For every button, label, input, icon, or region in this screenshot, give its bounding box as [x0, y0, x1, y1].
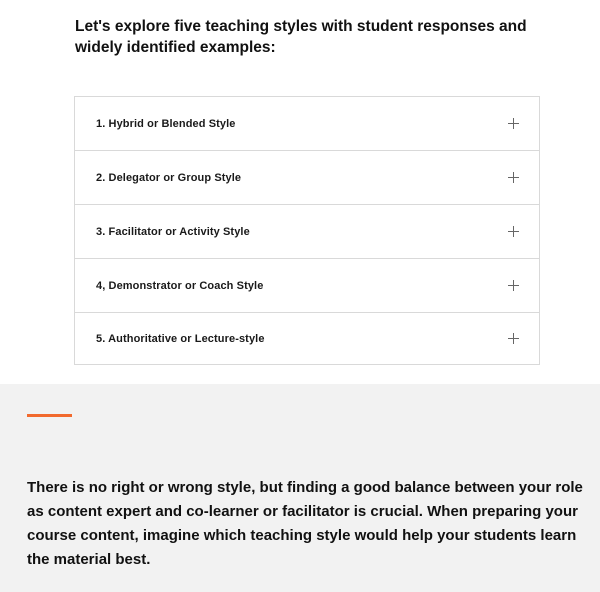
plus-icon[interactable] [508, 118, 519, 129]
accordion-item-facilitator[interactable] [75, 205, 539, 259]
plus-icon[interactable] [508, 280, 519, 291]
accordion-item-label: 5. Authoritative or Lecture-style [96, 332, 265, 345]
plus-icon[interactable] [508, 172, 519, 183]
accordion-item-label: 3. Facilitator or Activity Style [96, 225, 250, 238]
accent-divider [27, 414, 72, 417]
plus-icon[interactable] [508, 333, 519, 344]
closing-paragraph: There is no right or wrong style, but finding a good balance between your role as content expert and co-learner or facilitator is crucial. When preparing your course content, imagine which teaching style would help your students learn the material best. [27, 479, 583, 568]
intro-heading: Let's explore five teaching styles with student responses and widely identified examples: [75, 18, 527, 56]
accordion-item-hybrid[interactable] [75, 97, 539, 151]
teaching-styles-accordion [74, 96, 540, 365]
accordion-item-delegator[interactable] [75, 151, 539, 205]
accordion-item-demonstrator[interactable] [75, 259, 539, 313]
plus-icon[interactable] [508, 226, 519, 237]
accordion-item-authoritative[interactable] [75, 313, 539, 364]
accordion-item-label: 2. Delegator or Group Style [96, 171, 242, 184]
accordion-item-label: 4, Demonstrator or Coach Style [96, 279, 264, 292]
closing-section [0, 384, 600, 592]
accordion-item-label: 1. Hybrid or Blended Style [96, 117, 236, 130]
